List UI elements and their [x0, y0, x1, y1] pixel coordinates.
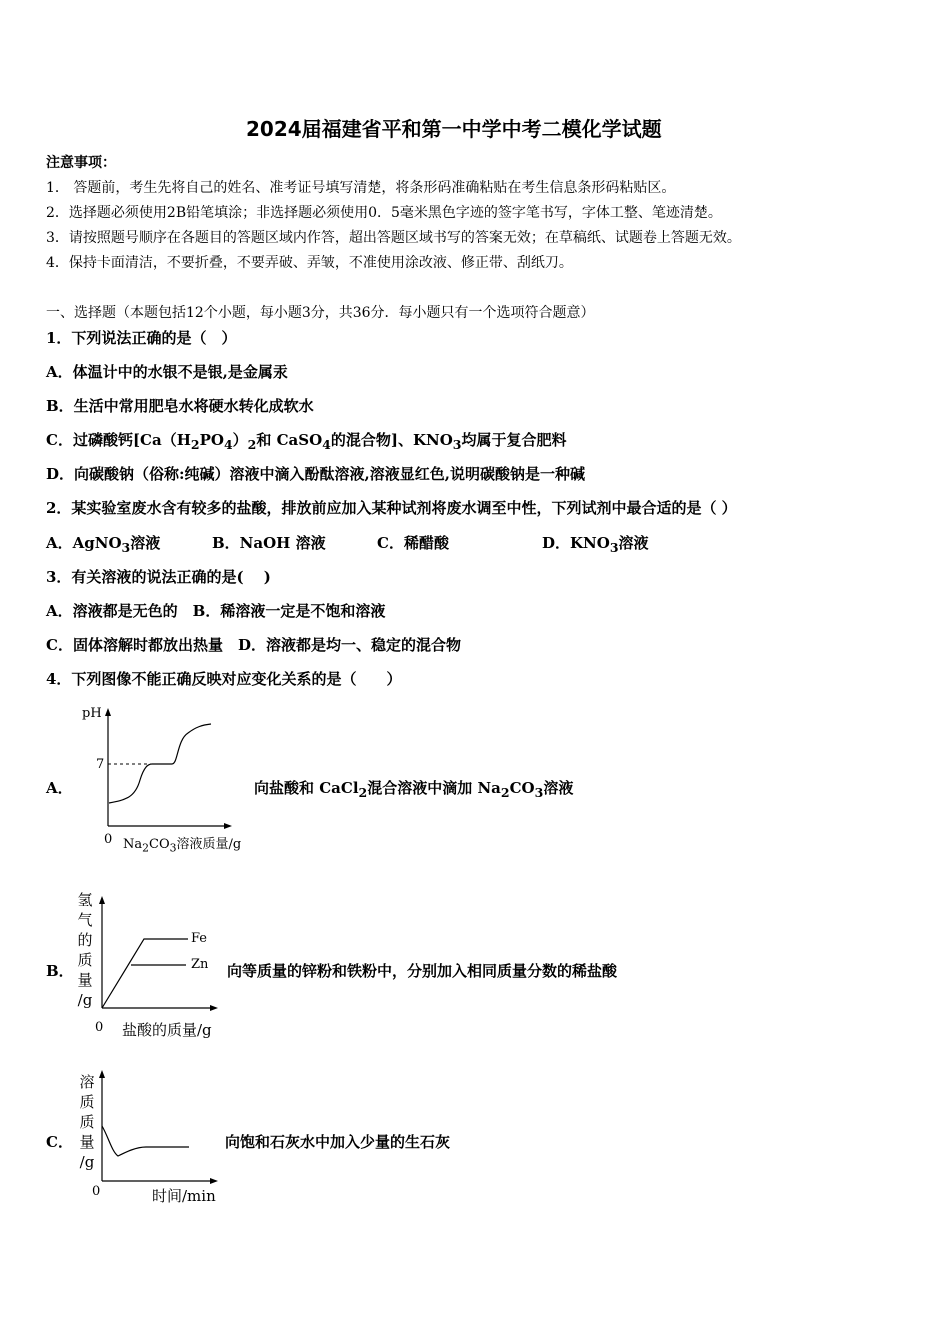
- x-axis-arrow: [210, 1005, 218, 1011]
- question-4-option-a-label: A．: [46, 779, 73, 797]
- notice-item: 1． 答题前，考生先将自己的姓名、准考证号填写清楚，将条形码准确粘贴在考生信息条形码粘贴区。: [46, 180, 676, 196]
- question-3-stem: 3．有关溶液的说法正确的是( ): [46, 568, 271, 586]
- question-4-option-b-desc: 向等质量的锌粉和铁粉中，分别加入相同质量分数的稀盐酸: [227, 962, 618, 980]
- zn-line-label: Zn: [191, 957, 209, 972]
- origin-label: 0: [92, 1184, 101, 1199]
- graph-hydrogen-vs-hcl: [96, 890, 226, 1020]
- notice-heading: 注意事项：: [46, 155, 116, 171]
- solute-curve: [102, 1126, 189, 1156]
- question-3-options-ab: A．溶液都是无色的 B．稀溶液一定是不饱和溶液: [46, 602, 386, 620]
- question-2-option-c: C．稀醋酸: [377, 534, 449, 552]
- question-2-option-b: B．NaOH 溶液: [212, 534, 326, 552]
- question-4-option-a-desc: 向盐酸和 CaCl$_2$混合溶液中滴加 $Na_2CO_3$溶液: [254, 779, 574, 800]
- x-axis-arrow: [210, 1178, 218, 1184]
- question-4-option-c-label: C．: [46, 1133, 73, 1151]
- notice-item: 3．请按照题号顺序在各题目的答题区域内作答，超出答题区域书写的答案无效；在草稿纸、试题卷上答题无效。: [46, 230, 741, 246]
- question-4-stem: 4．下列图像不能正确反映对应变化关系的是（ ）: [46, 670, 402, 688]
- y-axis-arrow: [99, 896, 105, 904]
- question-1-stem: 1．下列说法正确的是（ ）: [46, 329, 237, 347]
- question-2-option-a: A．AgNO$_3$溶液: [46, 534, 161, 555]
- y-axis-arrow: [105, 708, 111, 716]
- origin-label: 0: [95, 1020, 104, 1035]
- fe-line-label: Fe: [191, 931, 208, 946]
- question-1-option-c: C．过磷酸钙[$Ca(H_2PO_4)_2$和 CaSO$_4$的混合物]、$KNO_3$均属于复合肥料: [46, 431, 567, 452]
- notice-item: 4．保持卡面清洁，不要折叠，不要弄破、弄皱，不准使用涂改液、修正带、刮纸刀。: [46, 255, 573, 271]
- question-4-option-b-label: B．: [46, 962, 74, 980]
- question-1-option-d: D．向碳酸钠（俗称:纯碱）溶液中滴入酚酞溶液,溶液显红色,说明碳酸钠是一种碱: [46, 465, 585, 483]
- origin-label: 0: [104, 832, 113, 847]
- notice-item: 2．选择题必须使用2B铅笔填涂；非选择题必须使用0．5毫米黑色字迹的签字笔书写，字体工整、笔迹清楚。: [46, 205, 722, 221]
- question-2-stem: 2．某实验室废水含有较多的盐酸，排放前应加入某种试剂将废水调至中性，下列试剂中最合适的是（ ）: [46, 499, 737, 517]
- y-axis-label: 氢 气 的 质 量 /g: [77, 891, 93, 1009]
- x-axis-label: $Na_2CO_3$溶液质量/g: [123, 837, 242, 855]
- ph-curve: [109, 724, 211, 803]
- x-axis-label: 盐酸的质量/g: [122, 1021, 212, 1039]
- y-axis-label: 溶 质 质 量 /g: [79, 1073, 95, 1171]
- x-axis-arrow: [224, 823, 232, 829]
- y-axis-label: pH: [82, 706, 102, 721]
- question-1-option-a: A．体温计中的水银不是银,是金属汞: [46, 363, 288, 381]
- y-axis-arrow: [99, 1070, 105, 1078]
- graph-solute-vs-time: [96, 1064, 226, 1189]
- x-axis-label: 时间/min: [152, 1187, 216, 1205]
- section-heading: 一、选择题（本题包括12个小题，每小题3分，共36分．每小题只有一个选项符合题意）: [46, 305, 595, 321]
- question-1-option-b: B．生活中常用肥皂水将硬水转化成软水: [46, 397, 314, 415]
- question-2-option-d: D．$KNO_3$溶液: [542, 534, 649, 555]
- fe-line: [102, 939, 188, 1008]
- question-3-options-cd: C．固体溶解时都放出热量 D．溶液都是均一、稳定的混合物: [46, 636, 461, 654]
- question-4-option-c-desc: 向饱和石灰水中加入少量的生石灰: [225, 1133, 451, 1151]
- page-title: 2024届福建省平和第一中学中考二模化学试题: [246, 117, 662, 141]
- ph-tick-label: 7: [96, 757, 105, 772]
